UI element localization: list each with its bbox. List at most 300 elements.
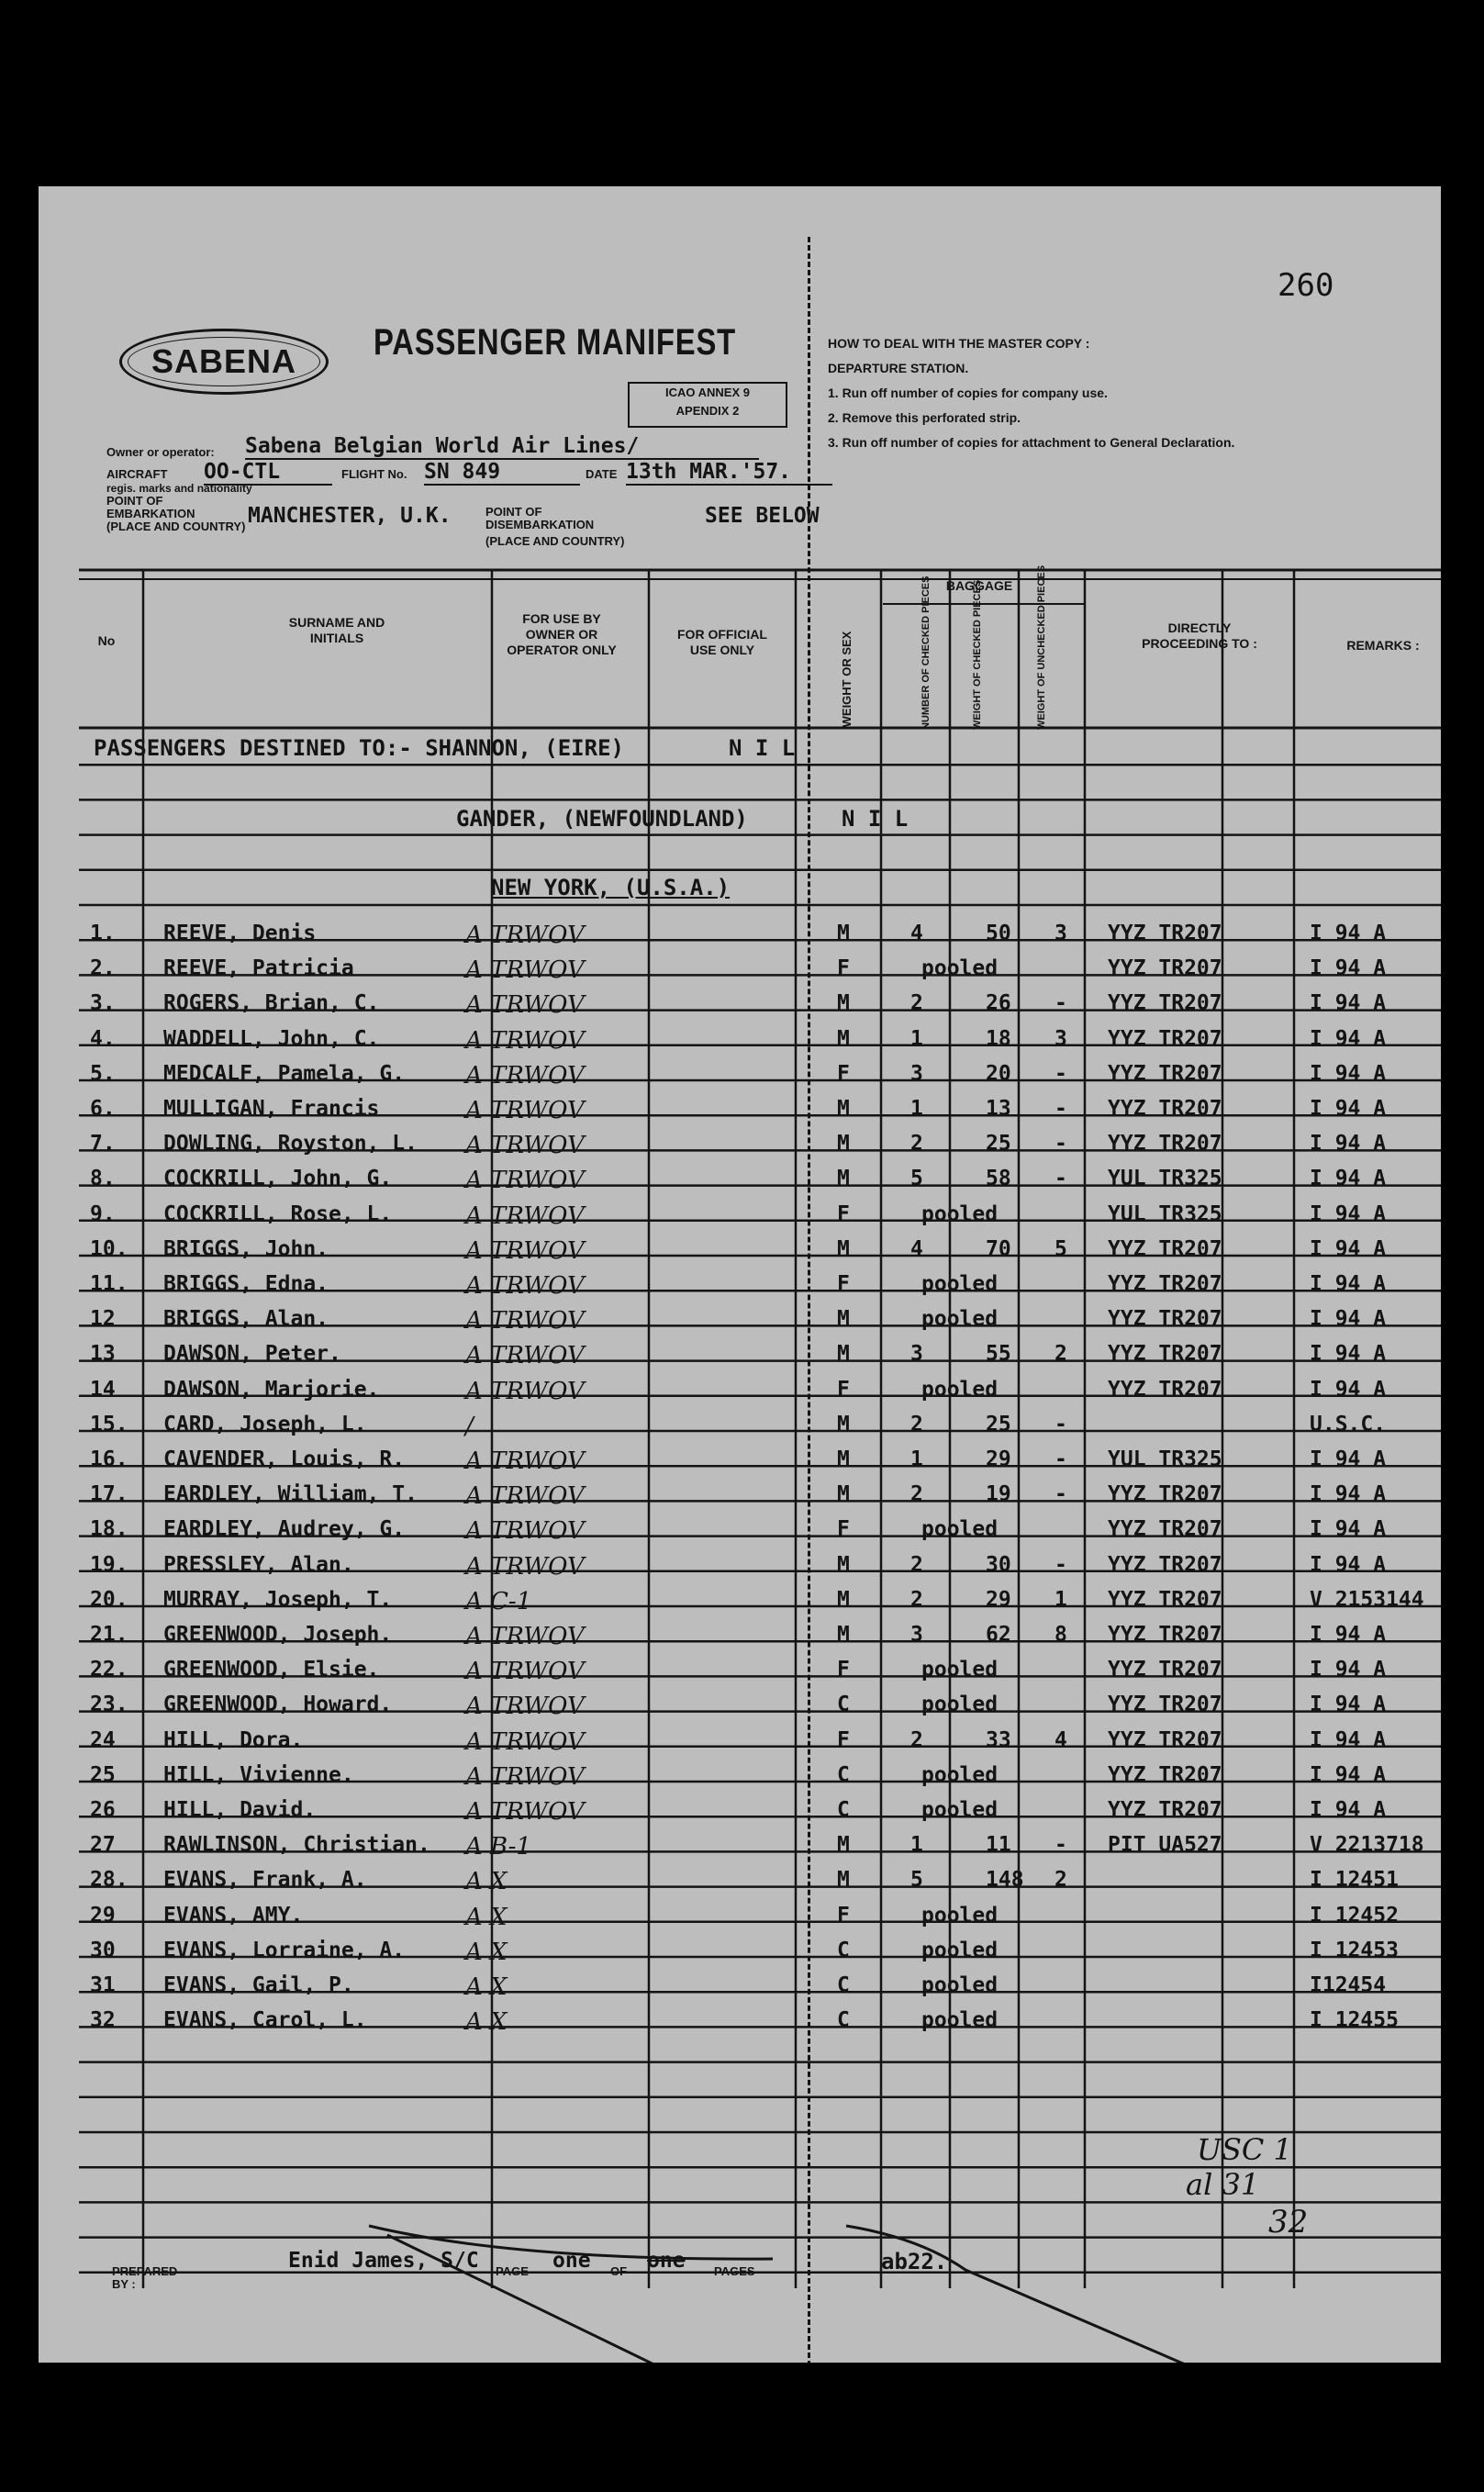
col-owner: FOR USE BY OWNER OR OPERATOR ONLY (507, 611, 617, 657)
checked-weight: 30 (986, 1552, 1011, 1577)
row-number: 3. (90, 991, 116, 1016)
passenger-name: COCKRILL, John, G. (163, 1167, 393, 1191)
operator-mark: A TRWOV (465, 922, 585, 949)
operator-mark: A TRWOV (465, 1061, 585, 1090)
unchecked-weight: - (1054, 1097, 1067, 1121)
destination-code: YUL TR325 (1108, 1167, 1222, 1191)
operator-mark: A TRWOV (465, 991, 585, 1020)
operator-mark: A TRWOV (465, 1693, 585, 1721)
destination-code: YYZ TR207 (1108, 922, 1222, 945)
checked-weight: 11 (986, 1833, 1011, 1858)
checked-weight: pooled (921, 1658, 999, 1682)
pages-label: PAGES (714, 2264, 755, 2278)
unchecked-weight: 2 (1054, 1868, 1067, 1893)
of-label: OF (610, 2264, 628, 2278)
unchecked-weight: - (1054, 1447, 1067, 1471)
sex-code: M (837, 1552, 850, 1577)
row-number: 31 (90, 1973, 116, 1997)
destination-code: YUL TR325 (1108, 1201, 1222, 1226)
checked-pieces: 3 (910, 1342, 923, 1367)
date-value: 13th MAR.'57. (626, 460, 832, 486)
sex-code: M (837, 1236, 850, 1261)
passenger-name: RAWLINSON, Christian. (163, 1833, 430, 1858)
checked-weight: 25 (986, 1132, 1011, 1157)
unchecked-weight: 3 (1054, 1026, 1067, 1051)
operator-mark: A TRWOV (465, 1377, 585, 1405)
remarks-value: I 94 A (1310, 1167, 1387, 1191)
checked-weight: 18 (986, 1026, 1011, 1051)
checked-weight: pooled (921, 1517, 999, 1542)
row-number: 21. (90, 1623, 128, 1647)
sex-code: M (837, 1623, 850, 1647)
sex-code: M (837, 1447, 850, 1471)
passenger-name: EVANS, Gail, P. (163, 1973, 354, 1997)
operator-mark: A TRWOV (465, 1727, 585, 1756)
checked-weight: 26 (986, 991, 1011, 1016)
remarks-value: I 94 A (1310, 1061, 1387, 1086)
operator-mark: A TRWOV (465, 1447, 585, 1475)
sex-code: C (837, 1693, 850, 1717)
remarks-value: I 94 A (1310, 1798, 1387, 1822)
remarks-value: I 94 A (1310, 1517, 1387, 1542)
col-official: FOR OFFICIAL USE ONLY (677, 627, 767, 657)
remarks-value: I 94 A (1310, 1026, 1387, 1051)
remarks-value: I 94 A (1310, 1552, 1387, 1577)
row-number: 28. (90, 1868, 128, 1893)
checked-weight: pooled (921, 1307, 999, 1332)
remarks-value: V 2153144 (1310, 1587, 1424, 1612)
checked-weight: 62 (986, 1623, 1011, 1647)
icao-line-2: APENDIX 2 (675, 404, 740, 418)
col-remarks: REMARKS : (1346, 638, 1420, 653)
sex-code: M (837, 1342, 850, 1367)
checked-pieces: 5 (910, 1868, 923, 1893)
sex-code: F (837, 1903, 850, 1928)
destination-code: YYZ TR207 (1108, 1552, 1222, 1577)
checked-weight: 29 (986, 1587, 1011, 1612)
operator-mark: A TRWOV (465, 1307, 585, 1335)
col-surname: SURNAME AND INITIALS (288, 615, 385, 645)
checked-weight: 70 (986, 1236, 1011, 1261)
destination-code: YYZ TR207 (1108, 991, 1222, 1016)
remarks-value: I 94 A (1310, 1727, 1387, 1752)
passenger-name: EARDLEY, William, T. (163, 1482, 418, 1507)
operator-mark: A X (465, 2008, 508, 2037)
page-value: one (552, 2249, 591, 2273)
sex-code: F (837, 1727, 850, 1752)
dest-newyork: NEW YORK, (U.S.A.) (491, 875, 731, 900)
remarks-value: I 94 A (1310, 1342, 1387, 1367)
destination-code: YYZ TR207 (1108, 1762, 1222, 1787)
checked-weight: pooled (921, 2008, 999, 2033)
passenger-name: REEVE, Patricia (163, 956, 354, 981)
passenger-name: EVANS, Lorraine, A. (163, 1938, 406, 1962)
unchecked-weight: - (1054, 1167, 1067, 1191)
remarks-value: I 94 A (1310, 1132, 1387, 1157)
sex-code: M (837, 991, 850, 1016)
sex-code: C (837, 2008, 850, 2033)
prepared-value: Enid James, S/C (288, 2249, 479, 2273)
passenger-name: COCKRILL, Rose, L. (163, 1201, 393, 1226)
passenger-name: BRIGGS, John. (163, 1236, 329, 1261)
checked-weight: pooled (921, 1762, 999, 1787)
remarks-value: I 94 A (1310, 1236, 1387, 1261)
checked-weight: 55 (986, 1342, 1011, 1367)
remarks-value: V 2213718 (1310, 1833, 1424, 1858)
passenger-name: PRESSLEY, Alan. (163, 1552, 354, 1577)
passenger-name: EARDLEY, Audrey, G. (163, 1517, 406, 1542)
row-number: 23. (90, 1693, 128, 1717)
checked-weight: 13 (986, 1097, 1011, 1121)
operator-mark: A TRWOV (465, 1552, 585, 1581)
remarks-value: I 94 A (1310, 1693, 1387, 1717)
remarks-value: I 94 A (1310, 956, 1387, 981)
checked-pieces: 1 (910, 1026, 923, 1051)
row-number: 11. (90, 1272, 128, 1296)
passenger-name: GREENWOOD, Joseph. (163, 1623, 393, 1647)
destination-code: YYZ TR207 (1108, 1026, 1222, 1051)
unchecked-weight: 2 (1054, 1342, 1067, 1367)
prepared-label: PREPARED BY : (112, 2264, 178, 2291)
operator-mark: A TRWOV (465, 1272, 585, 1300)
checked-weight: pooled (921, 1973, 999, 1997)
destination-code: YYZ TR207 (1108, 1061, 1222, 1086)
passenger-name: ROGERS, Brian, C. (163, 991, 380, 1016)
checked-weight: 50 (986, 922, 1011, 945)
row-number: 12 (90, 1307, 116, 1332)
passenger-name: MEDCALF, Pamela, G. (163, 1061, 406, 1086)
sex-code: F (837, 1272, 850, 1296)
passenger-name: EVANS, AMY. (163, 1903, 304, 1928)
destination-code: YYZ TR207 (1108, 1342, 1222, 1367)
sex-code: C (837, 1762, 850, 1787)
sex-code: C (837, 1938, 850, 1962)
aircraft-value: OO-CTL (204, 460, 332, 486)
checked-pieces: 5 (910, 1167, 923, 1191)
remarks-value: I 94 A (1310, 922, 1387, 945)
remarks-value: I 94 A (1310, 1272, 1387, 1296)
passenger-name: DAWSON, Marjorie. (163, 1377, 380, 1402)
checked-pieces: 1 (910, 1447, 923, 1471)
checked-weight: 19 (986, 1482, 1011, 1507)
unchecked-weight: - (1054, 991, 1067, 1016)
sex-code: M (837, 1132, 850, 1157)
row-number: 25 (90, 1762, 116, 1787)
remarks-value: I 94 A (1310, 1307, 1387, 1332)
page-number-stamp: 260 (1278, 267, 1334, 304)
tally-al: al 31 (1186, 2167, 1260, 2202)
row-number: 30 (90, 1938, 116, 1962)
row-number: 10. (90, 1236, 128, 1261)
remarks-value: I 94 A (1310, 1201, 1387, 1226)
checked-pieces: 2 (910, 1482, 923, 1507)
row-number: 19. (90, 1552, 128, 1577)
checked-weight: pooled (921, 1201, 999, 1226)
passenger-name: BRIGGS, Edna. (163, 1272, 329, 1296)
row-number: 9. (90, 1201, 116, 1226)
checked-pieces: 2 (910, 1727, 923, 1752)
icao-line-1: ICAO ANNEX 9 (665, 386, 750, 399)
footer-code: ab22. (881, 2249, 948, 2274)
passenger-name: BRIGGS, Alan. (163, 1307, 329, 1332)
passenger-name: HILL, Vivienne. (163, 1762, 354, 1787)
destination-code: YYZ TR207 (1108, 1307, 1222, 1332)
dest-gander: GANDER, (NEWFOUNDLAND) (456, 806, 748, 832)
remarks-value: I12454 (1310, 1973, 1387, 1997)
row-number: 16. (90, 1447, 128, 1471)
sex-code: F (837, 1658, 850, 1682)
passenger-name: GREENWOOD, Elsie. (163, 1658, 380, 1682)
checked-weight: pooled (921, 1693, 999, 1717)
destination-code: YYZ TR207 (1108, 1693, 1222, 1717)
checked-weight: pooled (921, 1798, 999, 1822)
sex-code: F (837, 956, 850, 981)
sex-code: C (837, 1973, 850, 1997)
sex-code: M (837, 1307, 850, 1332)
operator-mark: A TRWOV (465, 1517, 585, 1546)
operator-mark: A X (465, 1973, 508, 2001)
operator-mark: A B-1 (465, 1833, 531, 1861)
destination-code: YYZ TR207 (1108, 1798, 1222, 1822)
col-baggage: BAGGAGE (945, 578, 1013, 593)
sex-code: M (837, 1482, 850, 1507)
instruction-1: 1. Run off number of copies for company use. (828, 386, 1108, 400)
instruction-3: 3. Run off number of copies for attachment to General Declaration. (828, 435, 1235, 450)
operator-mark: / (465, 1412, 474, 1440)
remarks-value: I 94 A (1310, 1447, 1387, 1471)
disembark-label: POINT OF DISEMBARKATION (485, 505, 595, 531)
row-number: 29 (90, 1903, 116, 1928)
checked-pieces: 4 (910, 1236, 923, 1261)
operator-mark: A TRWOV (465, 1623, 585, 1650)
checked-weight: 33 (986, 1727, 1011, 1752)
passenger-name: DOWLING, Royston, L. (163, 1132, 418, 1157)
instruction-2: 2. Remove this perforated strip. (828, 410, 1021, 425)
instructions-sub: DEPARTURE STATION. (828, 361, 969, 375)
sex-code: M (837, 922, 850, 945)
remarks-value: I 94 A (1310, 991, 1387, 1016)
checked-pieces: 2 (910, 1552, 923, 1577)
checked-weight: pooled (921, 1903, 999, 1928)
operator-mark: A TRWOV (465, 1798, 585, 1826)
destination-code: YYZ TR207 (1108, 1097, 1222, 1121)
remarks-value: I 12452 (1310, 1903, 1399, 1928)
logo-text: SABENA (151, 342, 296, 380)
operator-mark: A TRWOV (465, 1167, 585, 1195)
checked-pieces: 3 (910, 1623, 923, 1647)
embark-label: POINT OF EMBARKATION (106, 494, 195, 520)
disembark-value: SEE BELOW (705, 504, 820, 528)
dest-shannon-nil: N I L (729, 735, 796, 761)
row-number: 22. (90, 1658, 128, 1682)
embark-value: MANCHESTER, U.K. (248, 504, 452, 528)
unchecked-weight: - (1054, 1412, 1067, 1436)
sex-code: M (837, 1167, 850, 1191)
unchecked-weight: - (1054, 1552, 1067, 1577)
unchecked-weight: 3 (1054, 922, 1067, 945)
sex-code: M (837, 1833, 850, 1858)
col-weight-sex: WEIGHT OR SEX (840, 631, 854, 728)
passenger-name: DAWSON, Peter. (163, 1342, 341, 1367)
checked-pieces: 2 (910, 1412, 923, 1436)
checked-pieces: 4 (910, 922, 923, 945)
sex-code: F (837, 1061, 850, 1086)
destination-code: YUL TR325 (1108, 1447, 1222, 1471)
passenger-name: EVANS, Carol, L. (163, 2008, 367, 2033)
flight-label: FLIGHT No. (341, 467, 407, 481)
destination-code: YYZ TR207 (1108, 1272, 1222, 1296)
remarks-value: I 94 A (1310, 1482, 1387, 1507)
sex-code: M (837, 1587, 850, 1612)
operator-mark: A TRWOV (465, 1097, 585, 1124)
sex-code: M (837, 1868, 850, 1893)
destination-code: YYZ TR207 (1108, 1658, 1222, 1682)
unchecked-weight: - (1054, 1833, 1067, 1858)
operator-mark: A C-1 (465, 1587, 532, 1615)
row-number: 5. (90, 1061, 116, 1086)
destination-code: YYZ TR207 (1108, 1236, 1222, 1261)
sex-code: M (837, 1097, 850, 1121)
checked-weight: pooled (921, 1377, 999, 1402)
checked-weight: pooled (921, 1938, 999, 1962)
destination-code: YYZ TR207 (1108, 956, 1222, 981)
checked-pieces: 1 (910, 1097, 923, 1121)
remarks-value: I 94 A (1310, 1623, 1387, 1647)
checked-pieces: 2 (910, 1132, 923, 1157)
dest-gander-nil: N I L (842, 806, 909, 832)
unchecked-weight: - (1054, 1061, 1067, 1086)
row-number: 20. (90, 1587, 128, 1612)
destination-code: YYZ TR207 (1108, 1727, 1222, 1752)
row-number: 4. (90, 1026, 116, 1051)
of-value: one (647, 2249, 686, 2273)
row-number: 2. (90, 956, 116, 981)
row-number: 1. (90, 922, 116, 945)
embark-sub: (PLACE AND COUNTRY) (106, 520, 246, 533)
col-proceeding: DIRECTLY PROCEEDING TO : (1142, 620, 1257, 651)
cancel-strokes (39, 186, 1441, 2363)
sex-code: M (837, 1026, 850, 1051)
checked-weight: 148 (986, 1868, 1024, 1893)
operator-mark: A TRWOV (465, 1132, 585, 1160)
passenger-name: CAVENDER, Louis, R. (163, 1447, 406, 1471)
row-number: 14 (90, 1377, 116, 1402)
remarks-value: I 94 A (1310, 1097, 1387, 1121)
checked-weight: 25 (986, 1412, 1011, 1436)
passenger-name: MULLIGAN, Francis (163, 1097, 380, 1121)
manifest-sheet (39, 186, 1441, 2363)
operator-mark: A TRWOV (465, 1762, 585, 1791)
aircraft-sub: regis. marks and nationality (106, 482, 252, 495)
operator-mark: A TRWOV (465, 956, 585, 985)
unchecked-weight: 4 (1054, 1727, 1067, 1752)
destination-code: YYZ TR207 (1108, 1587, 1222, 1612)
checked-weight: pooled (921, 1272, 999, 1296)
date-label: DATE (586, 467, 618, 481)
checked-pieces: 2 (910, 1587, 923, 1612)
operator-mark: A X (465, 1938, 508, 1966)
row-number: 26 (90, 1798, 116, 1822)
checked-weight: 58 (986, 1167, 1011, 1191)
instructions-heading: HOW TO DEAL WITH THE MASTER COPY : (828, 336, 1090, 351)
remarks-value: I 94 A (1310, 1762, 1387, 1787)
row-number: 18. (90, 1517, 128, 1542)
checked-pieces: 1 (910, 1833, 923, 1858)
sex-code: F (837, 1517, 850, 1542)
operator-mark: A X (465, 1903, 508, 1931)
passenger-name: HILL, David. (163, 1798, 317, 1822)
sex-code: C (837, 1798, 850, 1822)
destination-code: YYZ TR207 (1108, 1482, 1222, 1507)
passenger-name: EVANS, Frank, A. (163, 1868, 367, 1893)
row-number: 32 (90, 2008, 116, 2033)
disembark-sub: (PLACE AND COUNTRY) (485, 534, 625, 548)
manifest-title: PASSENGER MANIFEST (374, 322, 737, 363)
checked-weight: 20 (986, 1061, 1011, 1086)
unchecked-weight: - (1054, 1132, 1067, 1157)
destination-code: YYZ TR207 (1108, 1517, 1222, 1542)
col-wt-checked: WEIGHT OF CHECKED PIECES (972, 579, 983, 730)
unchecked-weight: 1 (1054, 1587, 1067, 1612)
passenger-name: MURRAY, Joseph, T. (163, 1587, 393, 1612)
checked-weight: 29 (986, 1447, 1011, 1471)
passenger-name: GREENWOOD, Howard. (163, 1693, 393, 1717)
remarks-value: I 94 A (1310, 1658, 1387, 1682)
passenger-name: HILL, Dora. (163, 1727, 304, 1752)
row-number: 24 (90, 1727, 116, 1752)
unchecked-weight: 8 (1054, 1623, 1067, 1647)
row-number: 13 (90, 1342, 116, 1367)
unchecked-weight: - (1054, 1482, 1067, 1507)
destination-code: YYZ TR207 (1108, 1377, 1222, 1402)
row-number: 27 (90, 1833, 116, 1858)
remarks-value: I 94 A (1310, 1377, 1387, 1402)
sex-code: F (837, 1377, 850, 1402)
dest-shannon: PASSENGERS DESTINED TO:- SHANNON, (EIRE) (94, 735, 624, 761)
passenger-name: REEVE, Denis (163, 922, 317, 945)
operator-mark: A X (465, 1868, 508, 1896)
sex-code: M (837, 1412, 850, 1436)
remarks-value: I 12455 (1310, 2008, 1399, 2033)
operator-mark: A TRWOV (465, 1342, 585, 1370)
row-number: 6. (90, 1097, 116, 1121)
operator-mark: A TRWOV (465, 1236, 585, 1265)
destination-code: PIT UA527 (1108, 1833, 1222, 1858)
checked-weight: pooled (921, 956, 999, 981)
tally-total: 32 (1268, 2204, 1309, 2241)
checked-pieces: 3 (910, 1061, 923, 1086)
col-num-checked: NUMBER OF CHECKED PIECES (921, 576, 932, 730)
col-no: No (97, 633, 116, 648)
remarks-value: I 12451 (1310, 1868, 1399, 1893)
destination-code: YYZ TR207 (1108, 1132, 1222, 1157)
col-wt-unchecked: WEIGHT OF UNCHECKED PIECES (1036, 564, 1047, 730)
remarks-value: I 12453 (1310, 1938, 1399, 1962)
operator-mark: A TRWOV (465, 1658, 585, 1686)
flight-value: SN 849 (424, 460, 580, 486)
row-number: 7. (90, 1132, 116, 1157)
passenger-name: WADDELL, John, C. (163, 1026, 380, 1051)
passenger-name: CARD, Joseph, L. (163, 1412, 367, 1436)
page-label: PAGE (496, 2264, 529, 2278)
aircraft-label: AIRCRAFT (106, 467, 168, 481)
row-number: 15. (90, 1412, 128, 1436)
operator-mark: A TRWOV (465, 1201, 585, 1230)
remarks-value: U.S.C. (1310, 1412, 1387, 1436)
sex-code: F (837, 1201, 850, 1226)
row-number: 17. (90, 1482, 128, 1507)
operator-label: Owner or operator: (106, 445, 215, 459)
